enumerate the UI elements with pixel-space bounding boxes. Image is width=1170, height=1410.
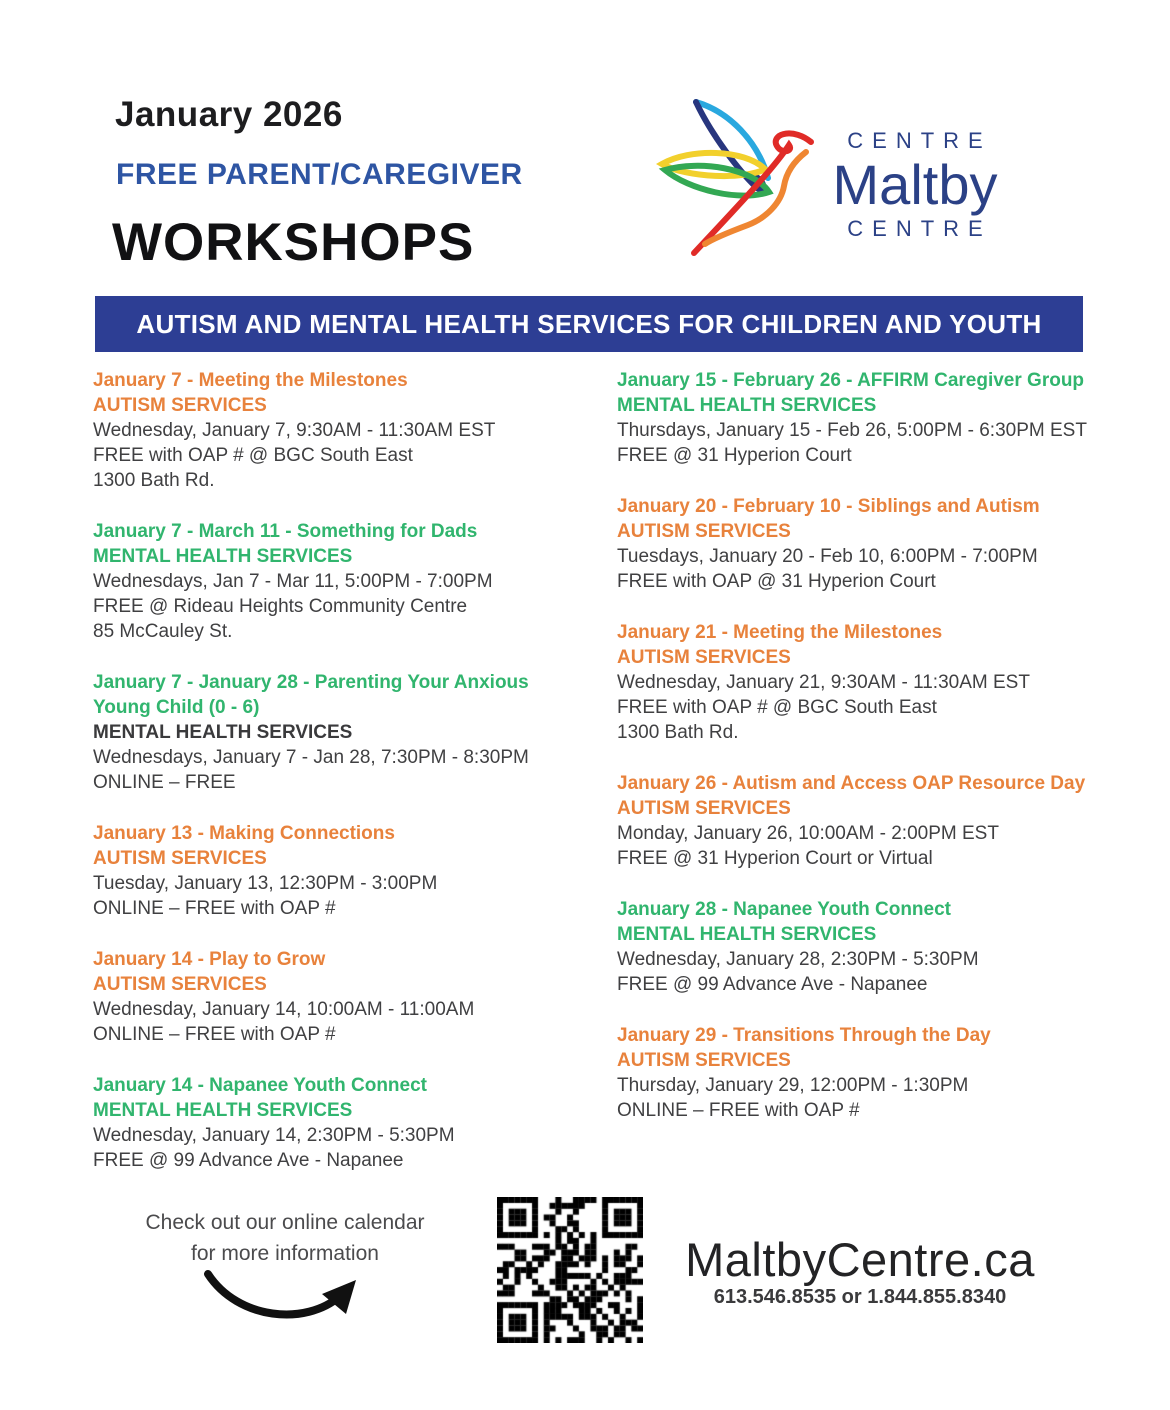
logo-centre-top-label: CENTRE	[847, 128, 992, 153]
event-category: AUTISM SERVICES	[617, 521, 791, 542]
event-category: MENTAL HEALTH SERVICES	[93, 546, 353, 567]
event-detail-line: Thursday, January 29, 12:00PM - 1:30PM	[617, 1075, 969, 1096]
event-detail-line: Monday, January 26, 10:00AM - 2:00PM EST	[617, 823, 999, 844]
event-block	[93, 368, 588, 493]
services-banner-text: AUTISM AND MENTAL HEALTH SERVICES FOR CHILDREN AND YOUTH	[136, 308, 1042, 339]
event-category: AUTISM SERVICES	[93, 848, 267, 869]
logo-maltby-label: Maltby	[832, 153, 998, 216]
events-column-left	[93, 368, 588, 1199]
event-detail-line: Thursdays, January 15 - Feb 26, 5:00PM - 6:30PM EST	[617, 420, 1087, 441]
phone-numbers: 613.546.8535 or 1.844.855.8340	[713, 1286, 1007, 1308]
event-title: January 21 - Meeting the Milestones	[617, 622, 943, 643]
event-title: January 13 - Making Connections	[93, 823, 395, 844]
event-category: AUTISM SERVICES	[93, 974, 267, 995]
event-block	[93, 947, 588, 1047]
event-title: January 15 - February 26 - AFFIRM Caregiver Group	[617, 370, 1085, 391]
event-detail-line: FREE @ 31 Hyperion Court	[617, 445, 852, 466]
event-title: January 14 - Napanee Youth Connect	[93, 1075, 427, 1096]
event-block	[93, 519, 588, 644]
flyer-subtitle: FREE PARENT/CAREGIVER	[116, 158, 523, 191]
event-detail-line: Wednesdays, Jan 7 - Mar 11, 5:00PM - 7:00PM	[93, 571, 493, 592]
event-category: AUTISM SERVICES	[617, 1050, 791, 1071]
event-detail-line: FREE @ 99 Advance Ave - Napanee	[617, 974, 928, 995]
calendar-note-line2: for more information	[191, 1242, 379, 1265]
event-detail-line: Wednesday, January 21, 9:30AM - 11:30AM EST	[617, 672, 1030, 693]
event-block	[617, 897, 1112, 997]
event-detail-line: FREE with OAP # @ BGC South East	[617, 697, 937, 718]
logo-centre-bottom-label: CENTRE	[847, 216, 992, 241]
event-title: January 7 - Meeting the Milestones	[93, 370, 408, 391]
event-detail-line: FREE with OAP @ 31 Hyperion Court	[617, 571, 936, 592]
event-category: AUTISM SERVICES	[93, 395, 267, 416]
event-detail-line: ONLINE – FREE with OAP #	[93, 1024, 336, 1045]
event-detail-line: Wednesdays, January 7 - Jan 28, 7:30PM - 8:30PM	[93, 747, 529, 768]
qr-code	[497, 1197, 643, 1343]
event-detail-line: FREE @ 31 Hyperion Court or Virtual	[617, 848, 933, 869]
calendar-note-line1: Check out our online calendar	[145, 1211, 425, 1234]
event-detail-line: 1300 Bath Rd.	[617, 722, 739, 743]
event-block	[93, 1073, 588, 1173]
event-block	[617, 1023, 1112, 1123]
event-title: January 29 - Transitions Through the Day	[617, 1025, 991, 1046]
event-category: MENTAL HEALTH SERVICES	[617, 924, 877, 945]
hummingbird-logo-icon	[652, 88, 820, 283]
flyer-title: WORKSHOPS	[112, 213, 475, 272]
event-title: January 26 - Autism and Access OAP Resource Day	[617, 773, 1086, 794]
event-block	[617, 494, 1112, 594]
event-category: AUTISM SERVICES	[617, 798, 791, 819]
event-block	[93, 821, 588, 921]
event-block	[617, 771, 1112, 871]
event-detail-line: 85 McCauley St.	[93, 621, 233, 642]
event-block	[617, 620, 1112, 745]
flyer-month-heading: January 2026	[115, 95, 343, 134]
logo-wordmark	[800, 128, 1030, 242]
event-title: January 7 - January 28 - Parenting Your Anxious Young Child (0 - 6)	[93, 672, 529, 718]
event-title: January 28 - Napanee Youth Connect	[617, 899, 951, 920]
events-column-right	[617, 368, 1112, 1149]
event-title: January 14 - Play to Grow	[93, 949, 326, 970]
event-detail-line: ONLINE – FREE	[93, 772, 236, 793]
event-title: January 20 - February 10 - Siblings and Autism	[617, 496, 1040, 517]
event-block	[93, 670, 588, 795]
calendar-note	[125, 1207, 445, 1269]
event-detail-line: 1300 Bath Rd.	[93, 470, 215, 491]
event-detail-line: Tuesdays, January 20 - Feb 10, 6:00PM - 7:00PM	[617, 546, 1038, 567]
event-detail-line: FREE @ 99 Advance Ave - Napanee	[93, 1150, 404, 1171]
event-category: AUTISM SERVICES	[617, 647, 791, 668]
event-title: January 7 - March 11 - Something for Dads	[93, 521, 478, 542]
event-detail-line: FREE with OAP # @ BGC South East	[93, 445, 413, 466]
event-detail-line: Wednesday, January 14, 2:30PM - 5:30PM	[93, 1125, 455, 1146]
website-url: MaltbyCentre.ca	[685, 1233, 1035, 1286]
event-detail-line: Tuesday, January 13, 12:30PM - 3:00PM	[93, 873, 438, 894]
event-category: MENTAL HEALTH SERVICES	[617, 395, 877, 416]
event-detail-line: ONLINE – FREE with OAP #	[93, 898, 336, 919]
event-block	[617, 368, 1112, 468]
event-category: MENTAL HEALTH SERVICES	[93, 1100, 353, 1121]
curved-arrow-icon	[198, 1262, 368, 1339]
event-detail-line: Wednesday, January 7, 9:30AM - 11:30AM EST	[93, 420, 496, 441]
event-detail-line: ONLINE – FREE with OAP #	[617, 1100, 860, 1121]
services-banner	[95, 296, 1083, 352]
event-detail-line: Wednesday, January 14, 10:00AM - 11:00AM	[93, 999, 475, 1020]
event-category: MENTAL HEALTH SERVICES	[93, 722, 353, 743]
event-detail-line: FREE @ Rideau Heights Community Centre	[93, 596, 468, 617]
event-detail-line: Wednesday, January 28, 2:30PM - 5:30PM	[617, 949, 979, 970]
